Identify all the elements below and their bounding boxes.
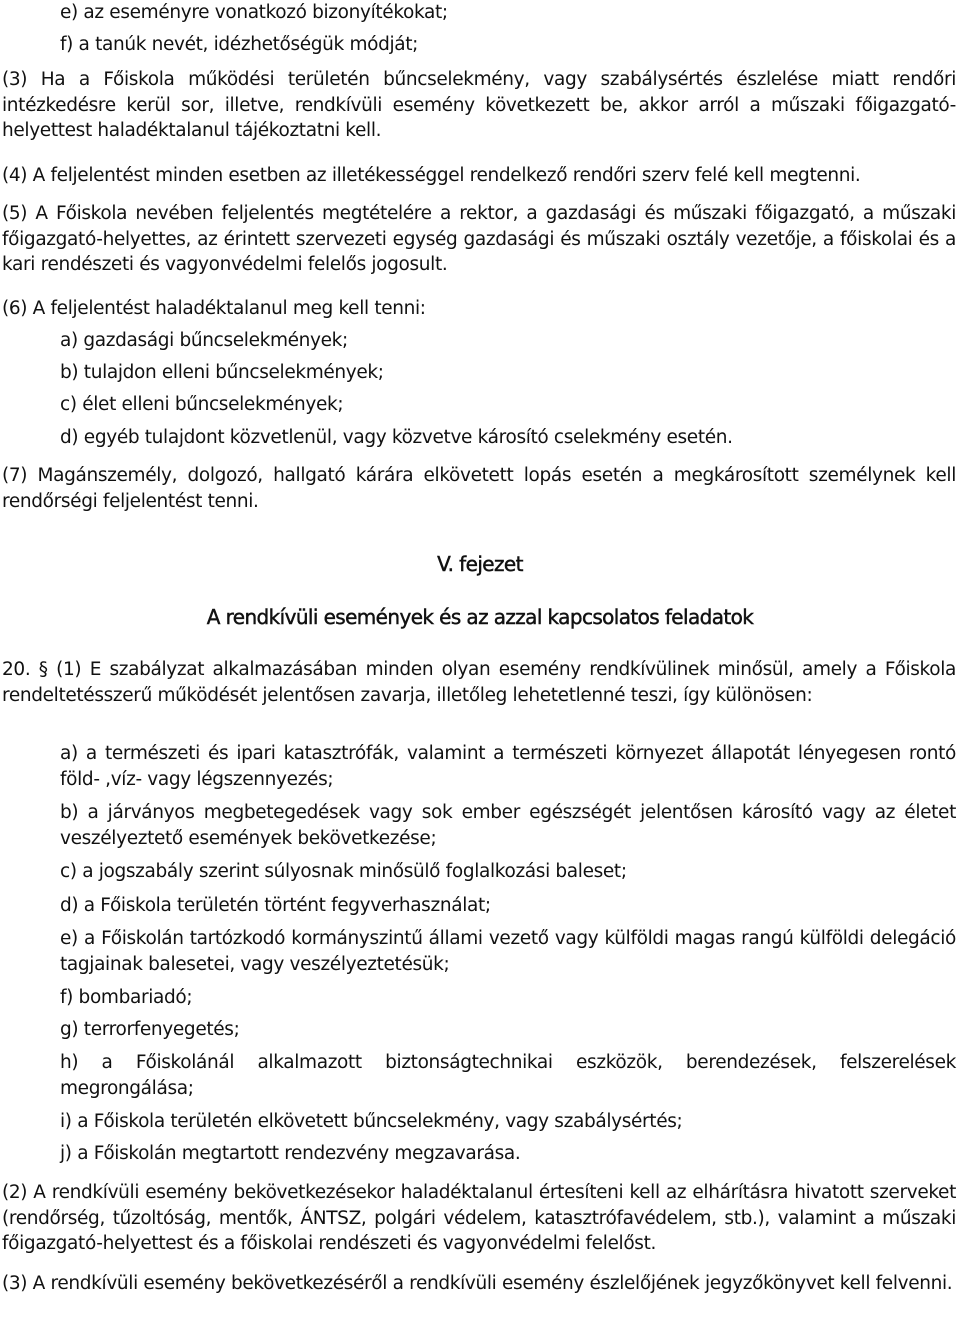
list-item: g) terrorfenyegetés; bbox=[60, 1019, 240, 1040]
list-item: j) a Főiskolán megtartott rendezvény megzavarása. bbox=[60, 1143, 521, 1164]
list-item: e) az eseményre vonatkozó bizonyítékokat; bbox=[60, 2, 448, 23]
list-item: b) tulajdon elleni bűncselekmények; bbox=[60, 362, 384, 383]
paragraph-7: (7) Magánszemély, dolgozó, hallgató kárára elkövetett lopás esetén a megkárosított személynek kell rendőrségi feljelentést tenni. bbox=[2, 465, 956, 512]
paragraph-4: (4) A feljelentést minden esetben az illetékességgel rendelkező rendőri szerv felé kell megtenni. bbox=[2, 165, 861, 186]
list-item: f) bombariadó; bbox=[60, 987, 193, 1008]
chapter-title: A rendkívüli események és az azzal kapcsolatos feladatok bbox=[206, 605, 754, 629]
section-20-paragraph-3: (3) A rendkívüli esemény bekövetkezéséről a rendkívüli esemény észlelőjének jegyzőkönyvet kell felvenni. bbox=[2, 1273, 953, 1294]
paragraph-6-intro: (6) A feljelentést haladéktalanul meg kell tenni: bbox=[2, 298, 426, 319]
paragraph-5: (5) A Főiskola nevében feljelentés megtételére a rektor, a gazdasági és műszaki főigazgató, a műszaki főigazgató-helyettes, az érintett szervezeti egység gazdasági és műszaki osztály vezetője, a főiskolai és a kari rendészeti és vagyonvédelmi felelős jogosult. bbox=[2, 203, 956, 275]
list-item: h) a Főiskolánál alkalmazott biztonságtechnikai eszközök, berendezések, felszerelések megrongálása; bbox=[60, 1052, 956, 1099]
list-item: c) élet elleni bűncselekmények; bbox=[60, 394, 344, 415]
list-item: b) a járványos megbetegedések vagy sok ember egészségét jelentősen károsító vagy az életet veszélyeztető események bekövetkezése; bbox=[60, 802, 956, 849]
section-mark: 20. § bbox=[2, 659, 48, 680]
list-item: d) a Főiskola területén történt fegyverhasználat; bbox=[60, 895, 491, 916]
section-20-paragraph-2: (2) A rendkívüli esemény bekövetkezésekor haladéktalanul értesíteni kell az elhárításra hivatott szerveket (rendőrség, tűzoltóság, mentők, ÁNTSZ, polgári védelem, katasztrófavédelem, stb.), valamint a műszaki főigazgató-helyettest és a főiskolai rendészeti és vagyonvédelmi felelőst. bbox=[2, 1182, 956, 1254]
list-item: i) a Főiskola területén elkövetett bűncselekmény, vagy szabálysértés; bbox=[60, 1111, 683, 1132]
list-item: d) egyéb tulajdont közvetlenül, vagy közvetve károsító cselekmény esetén. bbox=[60, 427, 733, 448]
list-item: c) a jogszabály szerint súlyosnak minősülő foglalkozási baleset; bbox=[60, 861, 627, 882]
paragraph-3: (3) Ha a Főiskola működési területén bűncselekmény, vagy szabálysértés észlelése miatt rendőri intézkedésre kerül sor, illetve, rendkívüli esemény következett be, akkor arról a műszaki főigazgató-helyettest haladéktalanul tájékoztatni kell. bbox=[2, 69, 956, 141]
section-20-p1-text: (1) E szabályzat alkalmazásában minden olyan esemény rendkívülinek minősül, amely a Főiskola rendeltetésszerű működését jelentősen zavarja, illetőleg lehetetlenné teszi, így különösen: bbox=[2, 659, 956, 706]
list-item: a) gazdasági bűncselekmények; bbox=[60, 330, 348, 351]
section-20-paragraph-1 bbox=[2, 657, 956, 708]
list-item: a) a természeti és ipari katasztrófák, valamint a természeti környezet állapotát lényegesen rontó föld- ,víz- vagy légszennyezés; bbox=[60, 743, 956, 790]
list-item: e) a Főiskolán tartózkodó kormányszintű állami vezető vagy külföldi magas rangú külföldi delegáció tagjainak balesetei, vagy veszélyeztetésük; bbox=[60, 928, 956, 975]
list-item: f) a tanúk nevét, idézhetőségük módját; bbox=[60, 34, 419, 55]
chapter-number: V. fejezet bbox=[437, 552, 523, 576]
